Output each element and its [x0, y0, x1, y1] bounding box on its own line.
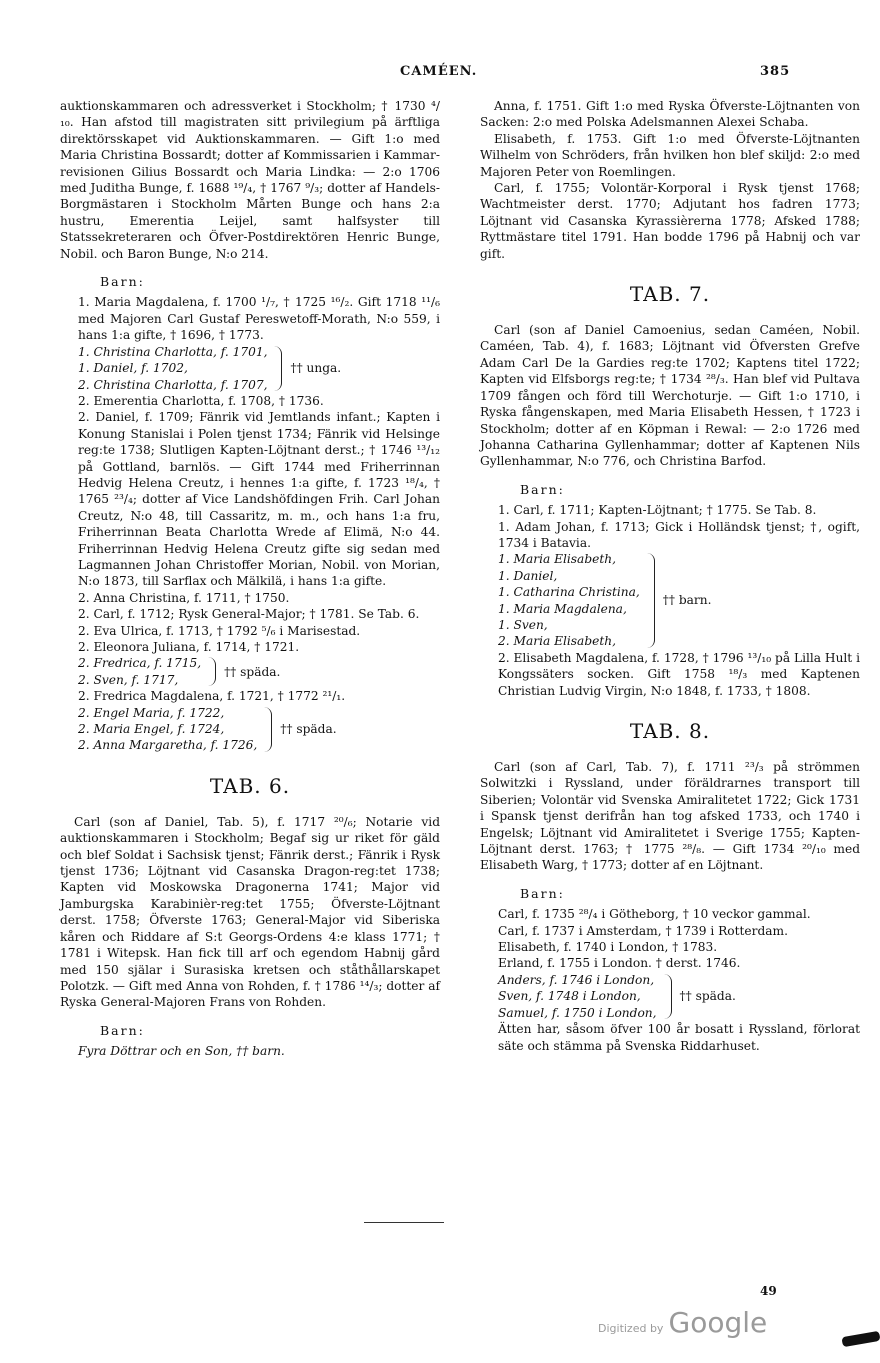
group-name: 2. Christina Charlotta, f. 1707, [78, 377, 268, 392]
tab-6-children: Fyra Döttrar och en Son, †† barn. [78, 1044, 285, 1059]
group-name: 2. Fredrica, f. 1715, [78, 656, 202, 671]
tab-8-paragraph: Carl (son af Carl, Tab. 7), f. 1711 ²³/₃ på strömmen Solwitzki i Ryssland, under föräldrarnes transport till Siberien; Volontär vid Svenska Amiralitetet 1722; Gick 1731 i Spansk tjenst derifrån han tog afsked 1733, och 1740 i Engelsk; Löjtnant vid Amiralitetet i Sverige 1755; Kapten-Löjtnant derst. 1763; † 1775 ²⁸/₈. — Gift 1734 ²⁰/₁₀ med Elisabeth Warg, † 1773; dotter af en Löjtnant. [480, 760, 860, 873]
curly-brace [271, 346, 282, 391]
tab-6-heading: TAB. 6. [209, 773, 291, 798]
group-note: †† späda. [280, 722, 337, 737]
group-name: 1. Maria Elisabeth, [498, 552, 616, 567]
closing-note: Ätten har, såsom öfver 100 år bosatt i Ryssland, förlorat säte och stämma på Svenska Riddarhuset. [498, 1022, 860, 1053]
entry-carl: 2. Carl, f. 1712; Rysk General-Major; † 1781. Se Tab. 6. [78, 607, 420, 622]
entry-maria-magdalena: 1. Maria Magdalena, f. 1700 ¹/₇, † 1725 ¹⁶/₂. Gift 1718 ¹¹/₆ med Majoren Carl Gustaf Pereswetoff-Morath, N:o 559, i hans 1:a gifte, † 1696, † 1773. [78, 295, 440, 343]
tab-7-paragraph: Carl (son af Daniel Camoenius, sedan Caméen, Nobil. Caméen, Tab. 4), f. 1683; Löjtnant vid Öfversten Grefve Adam Carl De la Gardies reg:te 1702; Kaptens titel 1722; Kapten vid Elfsborgs reg:te; † 1734 ²⁸/₃. Han blef vid Pultava 1709 fången och förd till Werchoturje. — Gift 1:o 1710, i Ryska fångenskapen, med Maria Elisabeth Hessen, † 1723 i Stockholm; dotter af en Köpman i Rewal: — 2:o 1726 med Johanna Catharina Gyllenhammar; dotter af Kaptenen Nils Gyllenhammar, N:o 776, och Christina Barfod. [480, 323, 860, 469]
group-name: 2. Anna Margaretha, f. 1726, [78, 738, 258, 753]
running-header-title: CAMÉEN. [400, 64, 478, 79]
curly-brace [661, 974, 672, 1019]
entry-adam-johan: 1. Adam Johan, f. 1713; Gick i Holländsk tjenst; †, ogift, 1734 i Batavia. [498, 519, 860, 550]
group-note: †† späda. [224, 664, 281, 679]
sibling-group-2 [60, 655, 440, 688]
curly-brace [644, 553, 655, 647]
group-name: 1. Daniel, [498, 568, 558, 583]
sibling-group-5 [480, 972, 860, 1021]
group-note: †† späda. [679, 989, 736, 1004]
sibling-group-4 [480, 551, 860, 649]
sibling-group-1 [60, 344, 440, 393]
entry-eva-ulrica: 2. Eva Ulrica, f. 1713, † 1792 ⁵/₆ i Marisestad. [78, 623, 361, 638]
entry-elisabeth: Elisabeth, f. 1753. Gift 1:o med Öfverste-Löjtnanten Wilhelm von Schröders, från hvilken hon blef skiljd: 2:o med Majoren Peter von Roemlingen. [480, 131, 860, 179]
barn-heading: Barn: [520, 885, 565, 901]
group-name: 2. Maria Elisabeth, [498, 634, 616, 649]
group-name: 2. Engel Maria, f. 1722, [78, 705, 225, 720]
digitized-watermark [598, 1306, 767, 1339]
section-divider [364, 1222, 444, 1223]
tab-7-heading: TAB. 7. [629, 282, 711, 307]
entry-eleonora: 2. Eleonora Juliana, f. 1714, † 1721. [78, 640, 300, 654]
tab-6-paragraph: Carl (son af Daniel, Tab. 5), f. 1717 ²⁰/₆; Notarie vid auktionskammaren i Stockholm; Begaf sig ur riket för gäld och blef Soldat i Sachsisk tjenst; Fänrik derst.; Fänrik i Rysk tjenst 1736; Löjtnant vid Casanska Dragon-reg:tet 1738; Kapten vid Moskowska Dragonerna 1741; Major vid Jamburgska Karabinièr-reg:tet 1755; Öfverste-Löjtnant derst. 1758; Öfverste 1763; General-Major vid Siberiska kåren och Riddare af S:t Georgs-Ordens 4:e klass 1771; † 1781 i Witepsk. Han fick till arf och egendom Habnij gård med 150 själar i Surasiska kretsen och ståthållarskapet Polotzk. — Gift med Anna von Rohden, f. † 1786 ¹⁴/₃; dotter af Ryska General-Majoren Frans von Rohden. [60, 814, 440, 1010]
barn-heading: Barn: [100, 1022, 145, 1038]
group-name: 1. Maria Magdalena, [498, 601, 627, 616]
group-name: 1. Daniel, f. 1702, [78, 361, 188, 376]
intro-paragraph: auktionskammaren och adressverket i Stockholm; † 1730 ⁴/₁₀. Han afstod till magistraten sitt privilegium på ärftliga direktörsskapet vid Auktionskammaren. — Gift 1:o med Maria Christina Bossardt; dotter af Kommissarien i Kammar-revisionen Gilius Bossardt och Maria Lindka: — 2:o 1706 med Juditha Bunge, f. 1688 ¹⁹/₄, † 1767 ⁹/₃; dotter af Handels-Borgmästaren i Stockholm Mårten Bunge och hans 2:a hustru, Emerentia Leijel, samt halfsyster till Statssekreteraren och Öfver-Postdirektören Henric Bunge, Nobil. och Baron Bunge, N:o 214. [60, 99, 440, 261]
group-name: 1. Sven, [498, 617, 548, 632]
signature-mark: 49 [760, 1284, 777, 1298]
entry-elisabeth-magdalena: 2. Elisabeth Magdalena, f. 1728, † 1796 ¹³/₁₀ på Lilla Hult i Kongssäters socken. Gift 1758 ¹⁸/₃ med Kaptenen Christian Ludvig Virgin, N:o 1848, f. 1733, † 1808. [498, 650, 860, 698]
barn-heading: Barn: [100, 274, 145, 290]
entry-carl-1711: 1. Carl, f. 1711; Kapten-Löjtnant; † 1775. Se Tab. 8. [498, 503, 817, 518]
entry-fredrica-magdalena: 2. Fredrica Magdalena, f. 1721, † 1772 ²¹/₁. [78, 689, 346, 704]
entry-emerentia: 2. Emerentia Charlotta, f. 1708, † 1736. [78, 393, 324, 408]
entry-carl-1755: Carl, f. 1755; Volontär-Korporal i Rysk tjenst 1768; Wachtmeister derst. 1770; Adjutant hos fadren 1773; Löjtnant vid Casanska Kyrassièrerna 1778; Afsked 1788; Ryttmästare titel 1791. Han bodde 1796 på Habnij och var gift. [480, 181, 860, 261]
entry-anna-christina: 2. Anna Christina, f. 1711, † 1750. [78, 590, 290, 605]
left-column [60, 98, 440, 1060]
barn-heading: Barn: [520, 481, 565, 497]
group-name: 1. Catharina Christina, [498, 585, 640, 600]
group-note: †† barn. [662, 593, 712, 608]
group-name: Samuel, f. 1750 i London, [498, 1005, 657, 1020]
tab-8-heading: TAB. 8. [629, 719, 711, 743]
page-number: 385 [760, 64, 791, 79]
group-name: Sven, f. 1748 i London, [498, 989, 641, 1004]
group-name: 1. Christina Charlotta, f. 1701, [78, 344, 268, 359]
group-name: 2. Maria Engel, f. 1724, [78, 722, 225, 737]
curly-brace [261, 707, 272, 752]
entry-erland: Erland, f. 1755 i London. † derst. 1746. [498, 956, 741, 971]
ink-smudge [841, 1331, 880, 1347]
entry-carl-1737: Carl, f. 1737 i Amsterdam, † 1739 i Rotterdam. [498, 923, 788, 938]
entry-daniel: 2. Daniel, f. 1709; Fänrik vid Jemtlands infant.; Kapten i Konung Stanislai i Polen tjenst 1734; Fänrik vid Helsinge reg:te 1738; Slutligen Kapten-Löjtnant derst.; † 1746 ¹³/₁₂ på Gottland, barnlös. — Gift 1744 med Friherrinnan Hedvig Helena Creutz, i hennes 1:a gifte, f. 1723 ¹⁸/₄, † 1765 ²³/₄; dotter af Vice Landshöfdingen Frih. Carl Johan Creutz, N:o 48, till Cassaritz, m. m., och hans 1:a fru, Friherrinnan Beata Charlotta Wrede af Elimä, N:o 44. Friherrinnan Hedvig Helena Creutz gifte sig sedan med Lagmannen Johan Christoffer Morian, Nobil. von Morian, N:o 1873, till Sarflax och Mälkilä, i hans 1:a gifte. [78, 410, 440, 589]
right-column [480, 98, 860, 1054]
entry-elisabeth-1740: Elisabeth, f. 1740 i London, † 1783. [498, 940, 718, 955]
group-name: 2. Sven, f. 1717, [78, 672, 179, 687]
group-name: Anders, f. 1746 i London, [498, 972, 655, 987]
entry-anna: Anna, f. 1751. Gift 1:o med Ryska Öfverste-Löjtnanten von Sacken: 2:o med Polska Adelsmannen Alexei Schaba. [480, 99, 860, 130]
sibling-group-3 [60, 705, 440, 754]
group-note: †† unga. [290, 361, 342, 376]
digitized-label: Digitized by [598, 1322, 664, 1335]
curly-brace [205, 657, 216, 686]
google-logo: Google [668, 1306, 768, 1339]
entry-carl-1735: Carl, f. 1735 ²⁸/₄ i Götheborg, † 10 veckor gammal. [498, 907, 811, 922]
